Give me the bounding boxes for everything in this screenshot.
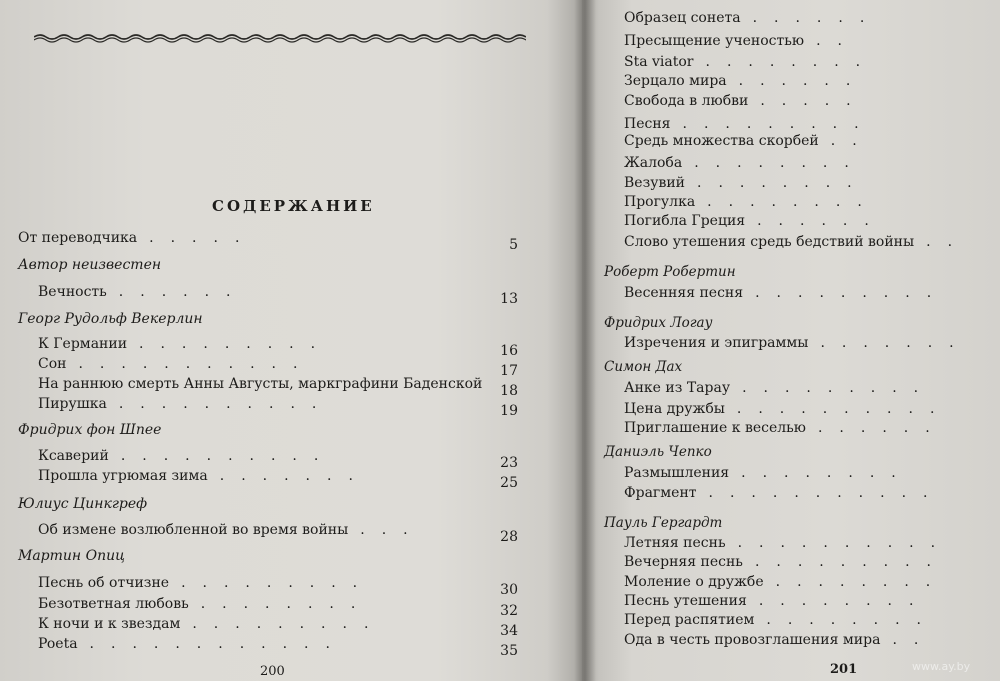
toc-entry: Размышления ........ [624, 465, 913, 481]
toc-entry: Пресыщение ученостью .. [624, 33, 859, 49]
toc-entry: Перед распятием ........ [624, 612, 938, 628]
entry-title: От переводчика [18, 230, 138, 246]
entry-title: Вечерняя песнь [624, 554, 743, 570]
toc-entry: Вечерняя песнь ......... [624, 554, 948, 570]
entry-title: Вечность [38, 284, 107, 300]
toc-entry: Ода в честь провозглашения мира .. [624, 632, 936, 648]
entry-title: Зерцало мира [624, 73, 727, 89]
entry-title: Весенняя песня [624, 285, 744, 301]
toc-entry: Ксаверий .......... 23 [38, 448, 518, 471]
entry-title: Жалоба [624, 155, 683, 171]
section-author: Георг Рудольф Векерлин [18, 311, 203, 327]
section-author: Даниэль Чепко [604, 444, 712, 460]
toc-entry: К Германии ......... 16 [38, 336, 518, 359]
toc-entry: Изречения и эпиграммы ....... [624, 335, 971, 351]
toc-entry: Моление о дружбе ........ [624, 574, 948, 590]
entry-title: Песня [624, 116, 671, 132]
toc-entry: Прогулка ........ [624, 194, 879, 210]
watermark: www.ay.by [912, 660, 971, 673]
entry-title: Перед распятием [624, 612, 755, 628]
toc-entry: Песня ......... [624, 116, 876, 132]
entry-page: 17 [500, 363, 518, 379]
toc-entry: Пирушка .......... 19 [38, 396, 518, 419]
entry-page: 23 [500, 455, 518, 471]
entry-title: Ода в честь провозглашения мира [624, 632, 881, 648]
entry-title: К Германии [38, 336, 128, 352]
contents-heading: СОДЕРЖАНИЕ [212, 197, 375, 215]
section-author: Фридрих Логау [604, 315, 713, 331]
entry-title: Ксаверий [38, 448, 109, 464]
entry-title: Слово утешения средь бедствий войны [624, 234, 915, 250]
toc-entry: Прошла угрюмая зима ....... 25 [38, 468, 518, 491]
section-author: Автор неизвестен [18, 257, 162, 273]
entry-title: Песнь утешения [624, 593, 747, 609]
decorative-wave-rule [34, 30, 526, 46]
page-number-right: 201 [830, 662, 858, 677]
entry-title: К ночи и к звездам [38, 616, 181, 632]
entry-title: Размышления [624, 465, 730, 481]
entry-page: 19 [500, 403, 518, 419]
entry-page: 13 [500, 291, 518, 307]
toc-entry: Вечность ...... 13 [38, 284, 518, 307]
entry-title: Моление о дружбе [624, 574, 764, 590]
section-author: Симон Дах [604, 359, 683, 375]
entry-page: 34 [500, 623, 518, 639]
entry-title: Изречения и эпиграммы [624, 335, 809, 351]
toc-entry: Песнь об отчизне ......... 30 [38, 575, 518, 598]
toc-entry: Poeta ............ 35 [38, 636, 518, 659]
entry-page: 25 [500, 475, 518, 491]
section-author: Юлиус Цинкгреф [18, 496, 148, 512]
toc-entry: Приглашение к веселью ...... [624, 420, 947, 436]
toc-entry [38, 376, 518, 399]
entry-title: Летняя песнь [624, 535, 726, 551]
entry-title: Погибла Греция [624, 213, 746, 229]
section-author: Пауль Гергардт [604, 515, 723, 531]
section-author: Мартин Опиц [18, 548, 125, 564]
entry-title: Прошла угрюмая зима [38, 468, 208, 484]
entry-title: Poeta [38, 636, 78, 652]
entry-page: 32 [500, 603, 518, 619]
toc-entry: Образец сонета ...... [624, 10, 882, 26]
entry-title: Образец сонета [624, 10, 741, 26]
toc-entry: Песнь утешения ........ [624, 593, 931, 609]
entry-title: Песнь об отчизне [38, 575, 170, 591]
entry-page: 28 [500, 529, 518, 545]
toc-entry: Зерцало мира ...... [624, 73, 868, 89]
entry-title: Sta viator [624, 54, 694, 70]
toc-entry: Слово утешения средь бедствий войны .. [624, 234, 970, 250]
toc-entry: Средь множества скорбей .. [624, 133, 874, 149]
toc-entry: Фрагмент ........... [624, 485, 945, 501]
entry-title: Анке из Тарау [624, 380, 731, 396]
section-author: Фридрих фон Шпее [18, 422, 162, 438]
entry-title: Безответная любовь [38, 596, 189, 612]
entry-title: Приглашение к веселью [624, 420, 806, 436]
entry-title: Свобода в любви [624, 93, 749, 109]
page-number-left: 200 [260, 664, 285, 679]
entry-title: Об измене возлюбленной во время войны [38, 522, 349, 538]
toc-entry: Свобода в любви ..... [624, 93, 868, 109]
entry-title: Фрагмент [624, 485, 697, 501]
entry-title: Цена дружбы [624, 401, 725, 417]
entry-page: 35 [500, 643, 518, 659]
toc-entry: К ночи и к звездам ......... 34 [38, 616, 518, 639]
toc-entry: Сон ........... 17 [38, 356, 518, 379]
entry-page: 5 [509, 237, 518, 253]
toc-entry: От переводчика ..... 5 [18, 230, 518, 253]
entry-title: Прогулка [624, 194, 696, 210]
book-gutter [574, 0, 596, 681]
entry-title: На раннюю смерть Анны Августы, маркграфини Баденской [38, 376, 483, 392]
entry-title: Сон [38, 356, 67, 372]
toc-entry: Везувий ........ [624, 175, 869, 191]
section-author: Роберт Робертин [604, 264, 736, 280]
entry-page: 18 [500, 383, 518, 399]
entry-title: Средь множества скорбей [624, 133, 819, 149]
toc-entry: Безответная любовь ........ 32 [38, 596, 518, 619]
entry-title: Везувий [624, 175, 685, 191]
toc-entry: Летняя песнь .......... [624, 535, 953, 551]
toc-entry: Жалоба ........ [624, 155, 866, 171]
toc-entry: Цена дружбы .......... [624, 401, 952, 417]
toc-entry: Sta viator ........ [624, 54, 878, 70]
toc-entry: Весенняя песня ......... [624, 285, 949, 301]
entry-title: Пресыщение ученостью [624, 33, 805, 49]
toc-entry: Погибла Греция ...... [624, 213, 886, 229]
entry-page: 16 [500, 343, 518, 359]
entry-title: Пирушка [38, 396, 107, 412]
toc-entry: Анке из Тарау ......... [624, 380, 936, 396]
toc-entry: Об измене возлюбленной во время войны ... 28 [38, 522, 518, 545]
entry-page: 30 [500, 582, 518, 598]
